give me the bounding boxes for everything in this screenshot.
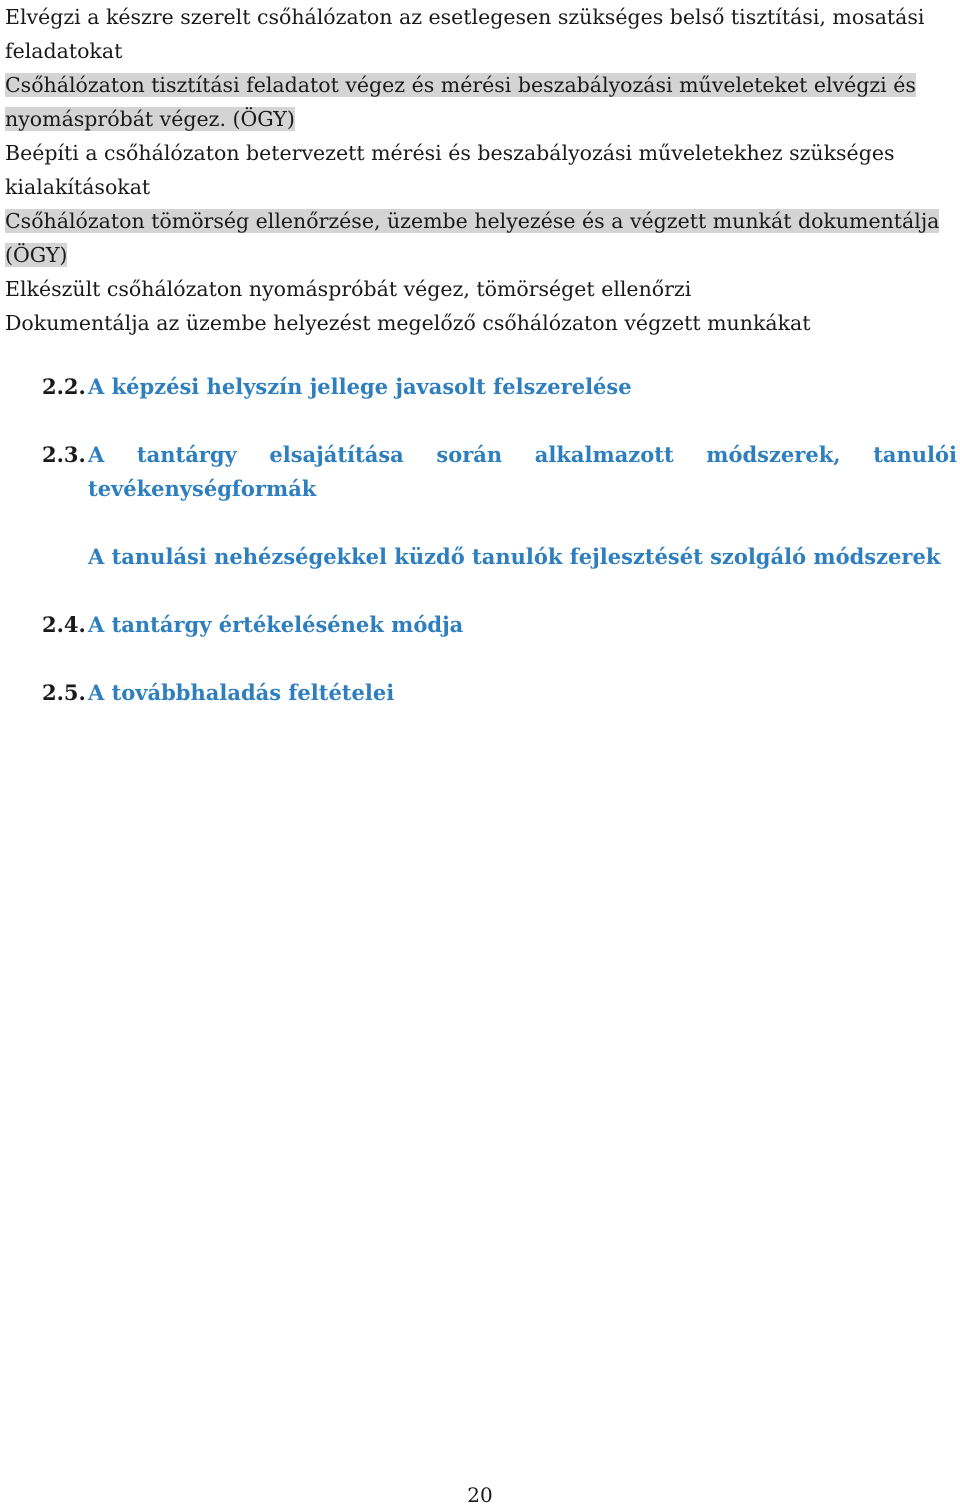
- competency-list: [5, 0, 950, 340]
- competency-text-1: Elvégzi a készre szerelt csőhálózaton az esetlegesen szükséges belső tisztítási, mosatási feladatokat: [5, 5, 925, 63]
- competency-text-3: Beépíti a csőhálózaton betervezett mérési és beszabályozási műveletekhez szükséges kialakításokat: [5, 141, 895, 199]
- competency-text-4-highlighted: Csőhálózaton tömörség ellenőrzése, üzembe helyezése és a végzett munkát dokumentálja (ÖGY): [5, 209, 940, 267]
- heading-2-4: [42, 608, 957, 642]
- page-number: 20: [467, 1483, 493, 1507]
- competency-item-4: [5, 204, 950, 272]
- heading-2-5-title: A továbbhaladás feltételei: [88, 680, 395, 705]
- heading-2-2-title: A képzési helyszín jellege javasolt felszerelése: [88, 374, 632, 399]
- competency-item-3: [5, 136, 950, 204]
- competency-item-2: [5, 68, 950, 136]
- heading-2-4-number: 2.4.: [42, 612, 86, 637]
- competency-text-2-highlighted: Csőhálózaton tisztítási feladatot végez és mérési beszabályozási műveleteket elvégzi és nyomáspróbát végez. (ÖGY): [5, 73, 916, 131]
- subheading-learning-difficulties: A tanulási nehézségekkel küzdő tanulók fejlesztését szolgáló módszerek: [88, 544, 941, 569]
- heading-2-2: [42, 370, 957, 404]
- competency-item-5: [5, 272, 950, 306]
- heading-2-3-title: A tantárgy elsajátítása során alkalmazott módszerek, tanulói tevékenységformák: [88, 442, 957, 501]
- heading-2-3-number: 2.3.: [42, 442, 86, 467]
- competency-text-5: Elkészült csőhálózaton nyomáspróbát végez, tömörséget ellenőrzi: [5, 277, 692, 301]
- competency-item-6: [5, 306, 950, 340]
- heading-2-3: [42, 438, 957, 506]
- heading-2-2-number: 2.2.: [42, 374, 86, 399]
- competency-item-1: [5, 0, 950, 68]
- heading-2-5-number: 2.5.: [42, 680, 86, 705]
- heading-2-4-title: A tantárgy értékelésének módja: [88, 612, 464, 637]
- heading-2-5: [42, 676, 957, 710]
- section-headings: [42, 370, 957, 710]
- competency-text-6: Dokumentálja az üzembe helyezést megelőző csőhálózaton végzett munkákat: [5, 311, 811, 335]
